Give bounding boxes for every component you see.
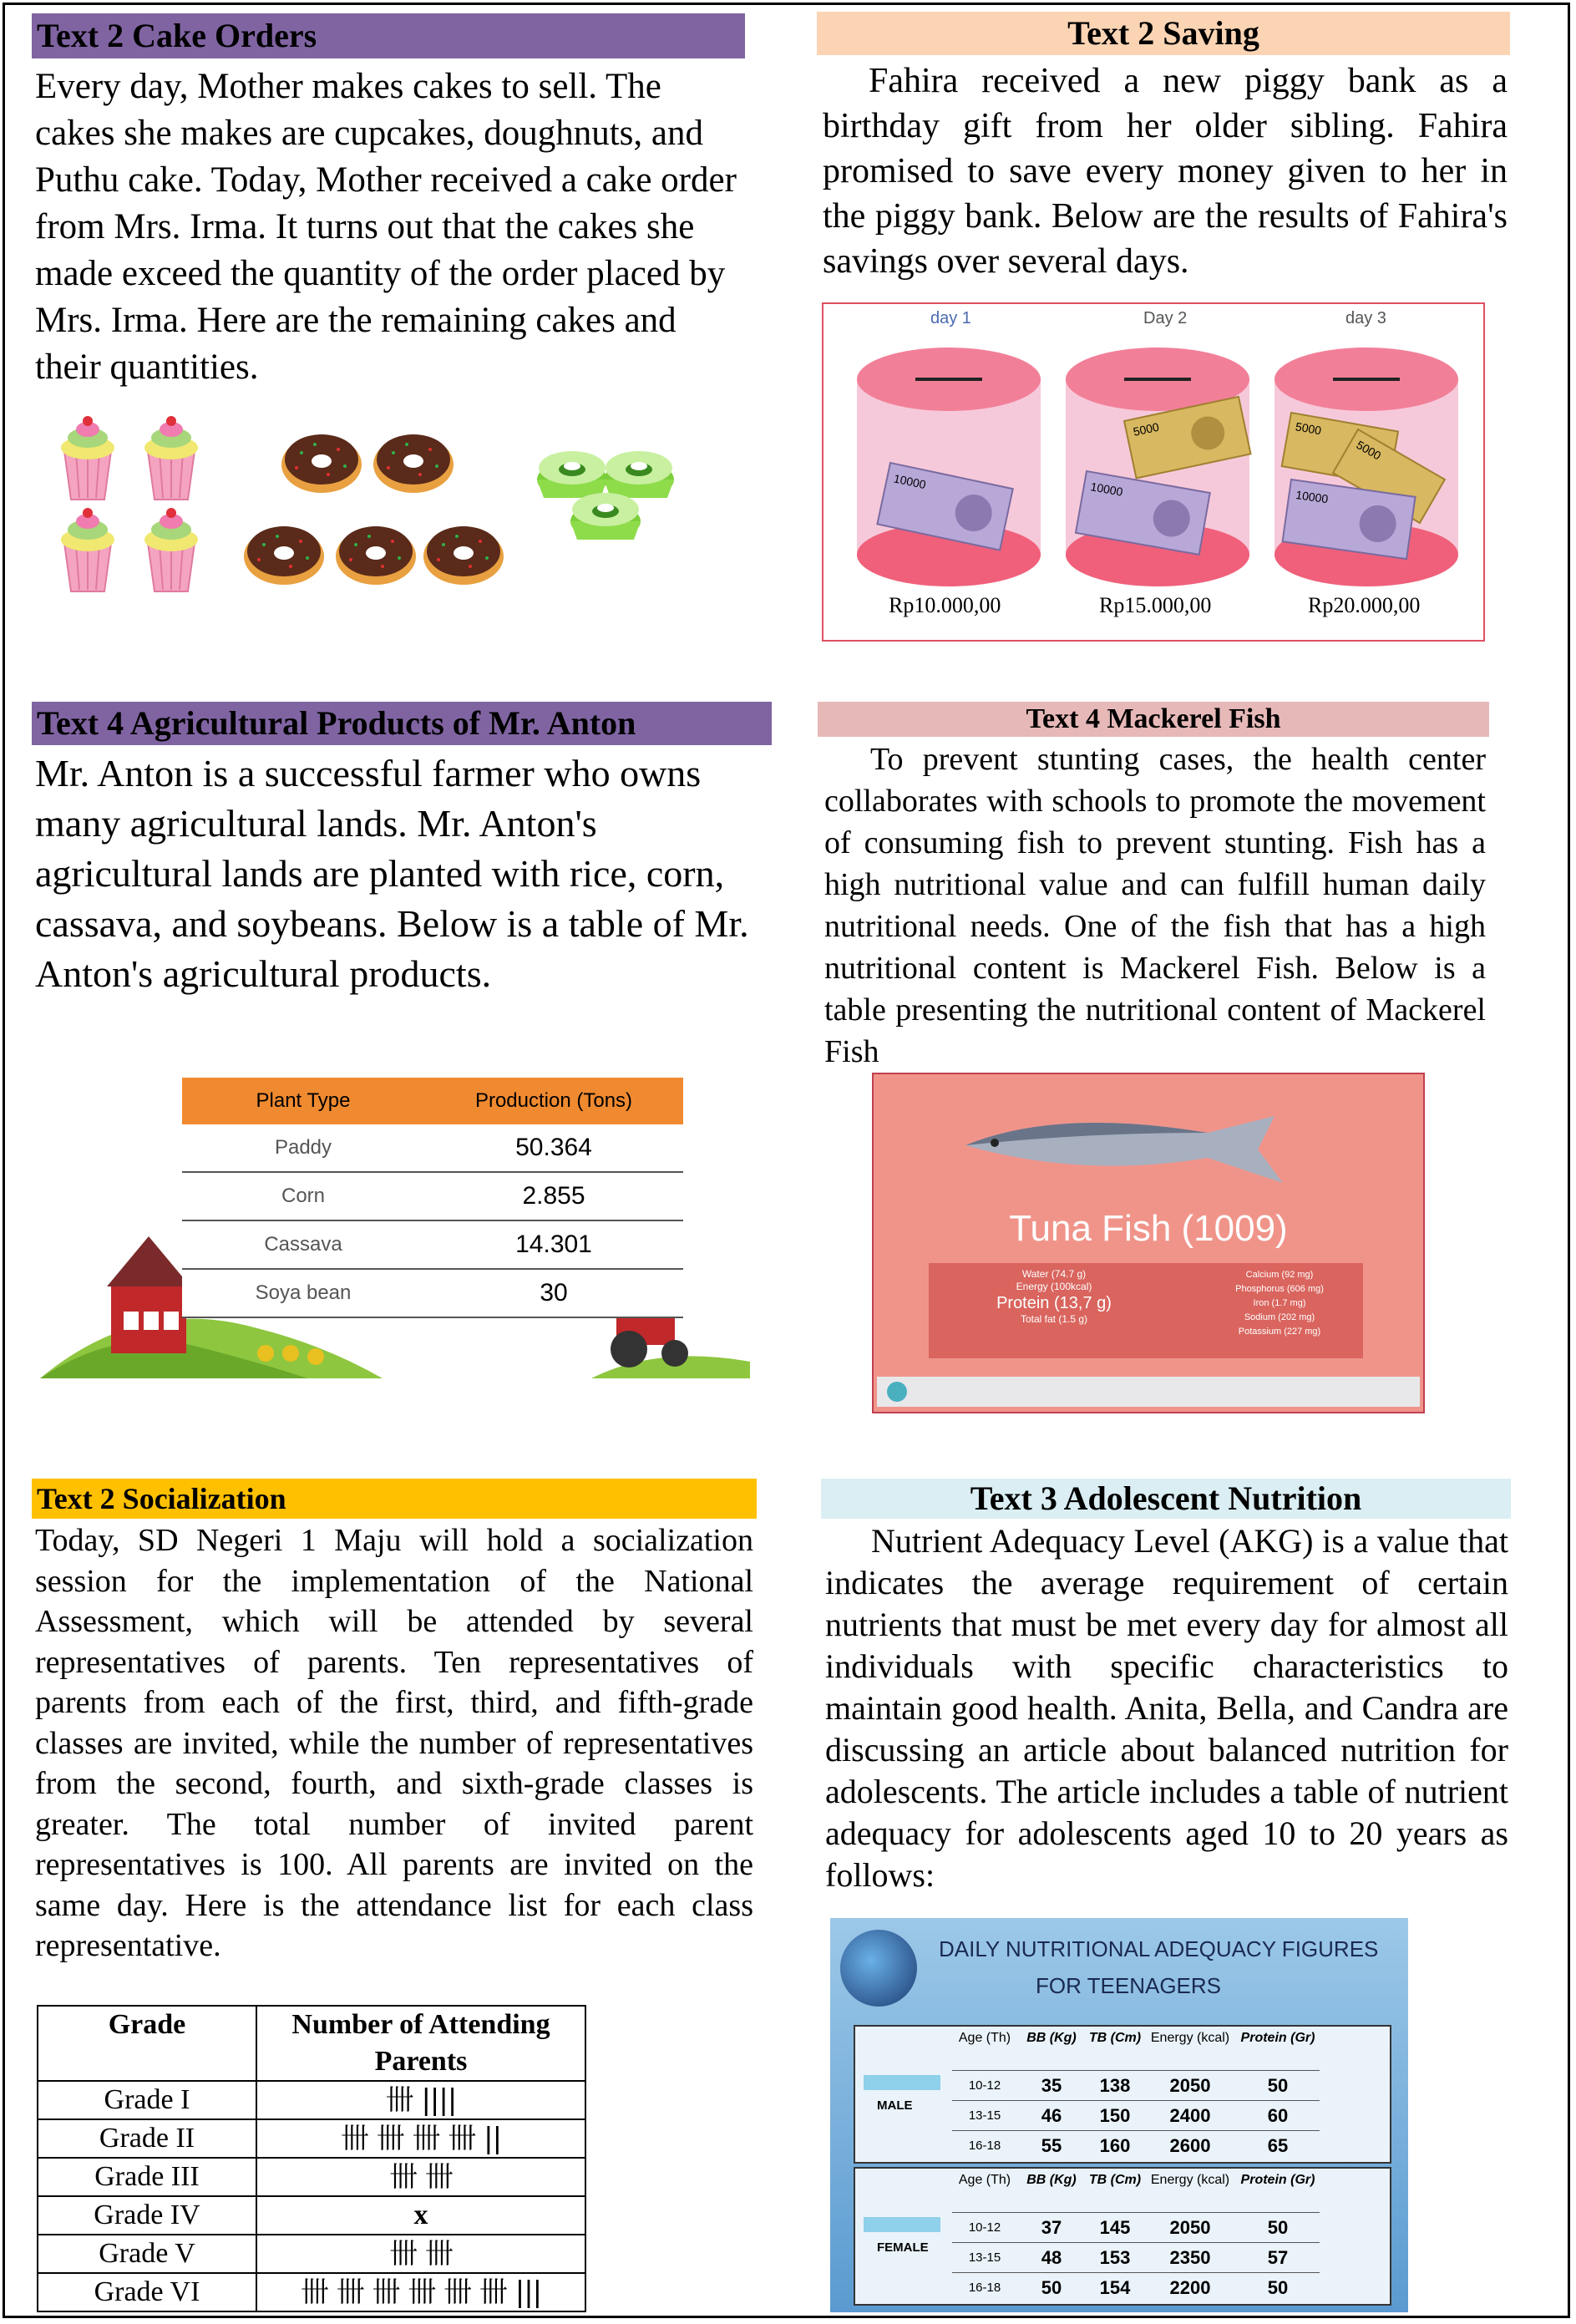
attendance-row (38, 2119, 585, 2158)
svg-text:10000: 10000 (1295, 488, 1330, 506)
female-panel (854, 2167, 1391, 2306)
attendance-row (38, 2235, 585, 2273)
fish-illustration (957, 1099, 1325, 1191)
attendance-col-grade: Grade (38, 2006, 256, 2081)
svg-text:5000: 5000 (1354, 438, 1384, 463)
attendance-row (38, 2081, 585, 2119)
svg-text:10000: 10000 (892, 471, 928, 492)
nutrition-cell: 138 (1086, 2070, 1144, 2101)
fish-nutrient-left: Water (74.7 g) (1021, 1268, 1087, 1280)
nutrition-cell: 57 (1236, 2242, 1320, 2273)
nutrition-col-header: BB (Kg) (1026, 2031, 1077, 2045)
nutrition-cell: 46 (1017, 2100, 1086, 2131)
nutrition-cell: 37 (1017, 2212, 1086, 2243)
fish-nutrient-left: Protein (13,7 g) (996, 1294, 1112, 1312)
nutrition-cell: 2350 (1144, 2242, 1236, 2273)
agri-production: 2.855 (522, 1182, 585, 1210)
saving-body: Fahira received a new piggy bank as a birthday gift from her older sibling. Fahira promised to save every money given to her in the piggy bank. Below are the results of Fahira's savings over several days. (823, 62, 1508, 281)
nutrition-cell: 10-12 (952, 2212, 1017, 2243)
nutrition-cell: 154 (1086, 2272, 1144, 2303)
nutrition-cell: 50 (1236, 2212, 1320, 2243)
agri-production: 50.364 (515, 1134, 592, 1161)
attendance-tally: 卌 卌 (256, 2235, 585, 2273)
nutrition-cell: 2400 (1144, 2100, 1236, 2131)
female-label: FEMALE (877, 2240, 929, 2255)
fish-poster (872, 1073, 1425, 1413)
svg-text:5000: 5000 (1294, 419, 1323, 438)
attendance-tally: x (256, 2196, 585, 2235)
piggy-bank-jars (823, 304, 1483, 638)
nutrition-col-header: TB (Cm) (1088, 2031, 1142, 2045)
agri-body: Mr. Anton is a successful farmer who owns many agricultural lands. Mr. Anton's agricultural lands are planted with rice, corn, cassava, and soybeans. Below is a table of Mr. Anton's agricultural products. (35, 752, 749, 995)
nutrition-cell: 55 (1017, 2130, 1086, 2161)
nutrition-cell: 160 (1086, 2130, 1144, 2161)
social-header: Text 2 Socialization (32, 1479, 757, 1519)
attendance-col-count: Number of Attending Parents (256, 2006, 585, 2081)
puthu-group (537, 451, 674, 540)
attendance-tally: 卌 卌 (256, 2158, 585, 2196)
fish-poster-title: Tuna Fish (1009) (1009, 1208, 1288, 1249)
nutrition-cell: 35 (1017, 2070, 1086, 2101)
fish-poster-footer (877, 1377, 1420, 1407)
nutrition-col-header: Age (Th) (958, 2173, 1011, 2187)
cupcake-group (61, 416, 198, 591)
fish-nutrient-right: Iron (1.7 mg) (1253, 1298, 1306, 1308)
nutrition-cell: 48 (1017, 2242, 1086, 2273)
attendance-grade: Grade VI (38, 2273, 256, 2311)
jar-amount-day2: Rp15.000,00 (1099, 593, 1212, 617)
nutrition-poster (830, 1918, 1408, 2312)
nutrition-cell: 13-15 (952, 2242, 1017, 2273)
fish-body: To prevent stunting cases, the health center collaborates with schools to promote the movement of consuming fish to prevent stunting. Fish has a high nutritional value and can fulfill human daily nutritional needs. One of the fish that has a high nutritional content is Mackerel Fish. Below is a table presenting the nutritional content of Mackerel Fish (824, 742, 1486, 1069)
attendance-table (37, 2005, 586, 2312)
saving-header: Text 2 Saving (817, 12, 1510, 55)
piggy-bank-figure (822, 302, 1485, 642)
agri-col-plant: Plant Type (256, 1089, 351, 1112)
nutrition-col-header: Energy (kcal) (1150, 2031, 1230, 2045)
fish-nutrient-right: Phosphorus (606 mg) (1235, 1284, 1324, 1294)
agri-plant: Corn (281, 1185, 326, 1207)
fish-nutrient-left: Energy (100kcal) (1016, 1281, 1092, 1292)
doughnut-group (244, 434, 504, 585)
attendance-grade: Grade III (38, 2158, 256, 2196)
fish-nutrient-right: Potassium (227 mg) (1238, 1327, 1321, 1337)
attendance-grade: Grade I (38, 2081, 256, 2119)
nutrition-cell: 65 (1236, 2130, 1320, 2161)
globe-icon (840, 1930, 917, 2007)
jar-label-day3: day 3 (1345, 309, 1386, 327)
nutrition-cell: 50 (1017, 2272, 1086, 2303)
nutrition-cell: 2050 (1144, 2070, 1236, 2101)
nutrition-col-header: Age (Th) (958, 2031, 1011, 2045)
nutrition-cell: 50 (1236, 2070, 1320, 2101)
agri-production: 30 (540, 1279, 568, 1307)
attendance-grade: Grade IV (38, 2196, 256, 2235)
attendance-tally: 卌 卌 卌 卌 || (256, 2119, 585, 2158)
nutrition-cell: 50 (1236, 2272, 1320, 2303)
jar-amount-day1: Rp10.000,00 (889, 593, 1001, 617)
social-body: Today, SD Negeri 1 Maju will hold a socialization session for the implementation of the National Assessment, which will be attended by several representatives of parents. Ten representatives of parents from each of the first, third, and fifth-grade classes are invited, while the number of representatives from the second, fourth, and sixth-grade classes is greater. The total number of invited parent representatives is 100. All parents are invited on the same day. Here is the attendance list for each class representative. (35, 1523, 753, 1963)
fish-nutrient-box (929, 1263, 1363, 1358)
attendance-row (38, 2196, 585, 2235)
agri-plant: Cassava (264, 1233, 342, 1256)
male-label: MALE (877, 2098, 913, 2113)
nutrition-cell: 153 (1086, 2242, 1144, 2273)
nutrition-cell: 13-15 (952, 2100, 1017, 2131)
nutrition-cell: 2200 (1144, 2272, 1236, 2303)
svg-text:10000: 10000 (1089, 480, 1124, 499)
nutrition-col-header: BB (Kg) (1026, 2173, 1077, 2187)
agri-header: Text 4 Agricultural Products of Mr. Anton (32, 702, 772, 745)
nutrition-col-header: Protein (Gr) (1240, 2031, 1315, 2045)
nutrition-col-header: Energy (kcal) (1150, 2173, 1230, 2187)
svg-text:5000: 5000 (1132, 419, 1161, 439)
jar-label-day2: Day 2 (1143, 309, 1188, 327)
nutrition-cell: 16-18 (952, 2130, 1017, 2161)
agri-production: 14.301 (515, 1231, 592, 1258)
attendance-grade: Grade II (38, 2119, 256, 2158)
nutrition-header: Text 3 Adolescent Nutrition (821, 1479, 1511, 1519)
cake-body: Every day, Mother makes cakes to sell. The cakes she makes are cupcakes, doughnuts, and Puthu cake. Today, Mother received a cake order from Mrs. Irma. It turns out that the cakes she made exceed the quantity of the order placed by Mrs. Irma. Here are the remaining cakes and their quantities. (35, 67, 737, 387)
agri-plant: Paddy (274, 1136, 332, 1159)
nutrition-cell: 2050 (1144, 2212, 1236, 2243)
fish-nutrient-right: Calcium (92 mg) (1245, 1270, 1314, 1280)
nutrition-cell: 10-12 (952, 2070, 1017, 2101)
male-panel (854, 2025, 1391, 2164)
agri-plant: Soya bean (255, 1281, 352, 1304)
fish-nutrient-right: Sodium (202 mg) (1244, 1312, 1315, 1322)
fish-header: Text 4 Mackerel Fish (818, 702, 1489, 737)
agri-row (182, 1221, 683, 1270)
jar-amount-day3: Rp20.000,00 (1308, 593, 1421, 617)
agri-row (182, 1124, 683, 1173)
nutrition-cell: 2600 (1144, 2130, 1236, 2161)
nutrition-cell: 16-18 (952, 2272, 1017, 2303)
agri-figure (40, 1078, 750, 1378)
agri-row (182, 1173, 683, 1221)
logo-icon (887, 1382, 907, 1402)
nutrition-col-header: TB (Cm) (1088, 2173, 1142, 2187)
nutrition-col-header: Protein (Gr) (1240, 2173, 1315, 2187)
agri-table (182, 1078, 683, 1318)
attendance-tally: 卌 卌 卌 卌 卌 卌 ||| (256, 2273, 585, 2311)
nutrition-poster-title-2: FOR TEENAGERS (1036, 1973, 1222, 1998)
attendance-row (38, 2273, 585, 2311)
nutrition-cell: 145 (1086, 2212, 1144, 2243)
cake-illustration (50, 409, 693, 610)
nutrition-poster-title-1: DAILY NUTRITIONAL ADEQUACY FIGURES (939, 1936, 1379, 1961)
nutrition-body: Nutrient Adequacy Level (AKG) is a value that indicates the average requirement of certain nutrients that must be met every day for almost all individuals with specific characteristics to maintain good health. Anita, Bella, and Candra are discussing an article about balanced nutrition for adolescents. The article includes a table of nutrient adequacy for adolescents aged 10 to 20 years as follows: (825, 1522, 1508, 1894)
nutrition-cell: 150 (1086, 2100, 1144, 2131)
agri-col-production: Production (Tons) (474, 1089, 633, 1112)
fish-nutrient-left: Total fat (1.5 g) (1020, 1313, 1088, 1325)
attendance-grade: Grade V (38, 2235, 256, 2273)
nutrition-cell: 60 (1236, 2100, 1320, 2131)
attendance-row (38, 2158, 585, 2196)
jar-label-day1: day 1 (930, 309, 971, 327)
agri-row (182, 1270, 683, 1318)
attendance-tally: 卌 |||| (256, 2081, 585, 2119)
cake-header: Text 2 Cake Orders (32, 13, 745, 58)
